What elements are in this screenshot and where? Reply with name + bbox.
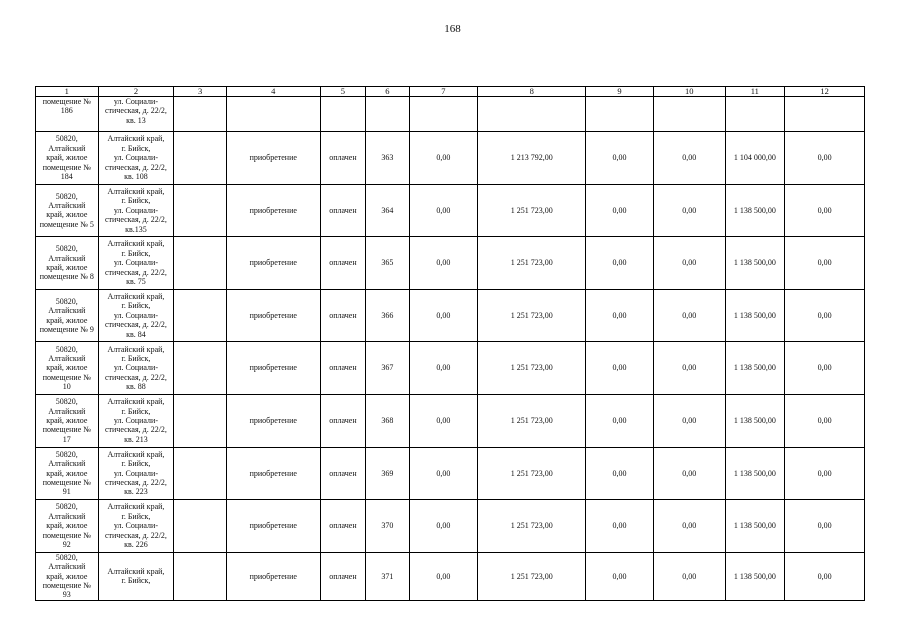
- status-cell: оплачен: [320, 500, 365, 553]
- header-cell: 2: [98, 87, 174, 97]
- column-3-cell: [174, 289, 227, 342]
- column-10-cell: 0,00: [653, 132, 725, 185]
- address-cell: Алтайский край, г. Бийск, ул. Социали- стическая, д. 22/2, кв. 213: [98, 394, 174, 447]
- column-12-cell: 0,00: [785, 447, 865, 500]
- status-cell: оплачен: [320, 184, 365, 237]
- column-10-cell: 0,00: [653, 394, 725, 447]
- table-row: [36, 132, 865, 185]
- record-number-cell: 364: [366, 184, 409, 237]
- header-cell: 9: [586, 87, 654, 97]
- column-9-cell: 0,00: [586, 394, 654, 447]
- object-cell: 50820, Алтайский край, жилое помещение № 93: [36, 552, 99, 600]
- record-number-cell: 366: [366, 289, 409, 342]
- column-11-cell: 1 138 500,00: [725, 289, 785, 342]
- amount-cell: 1 251 723,00: [478, 394, 586, 447]
- address-cell: Алтайский край, г. Бийск, ул. Социали- стическая, д. 22/2, кв. 223: [98, 447, 174, 500]
- header-cell: 8: [478, 87, 586, 97]
- column-7-cell: 0,00: [409, 394, 478, 447]
- header-cell: 3: [174, 87, 227, 97]
- column-10-cell: 0,00: [653, 289, 725, 342]
- empty-cell: [320, 97, 365, 132]
- empty-cell: [366, 97, 409, 132]
- empty-cell: [653, 97, 725, 132]
- column-12-cell: 0,00: [785, 500, 865, 553]
- header-cell: 1: [36, 87, 99, 97]
- table-row: [36, 184, 865, 237]
- column-7-cell: 0,00: [409, 289, 478, 342]
- object-cell: помещение № 186: [36, 97, 99, 132]
- continuation-row: [36, 97, 865, 132]
- header-cell: 10: [653, 87, 725, 97]
- amount-cell: 1 251 723,00: [478, 184, 586, 237]
- column-11-cell: 1 138 500,00: [725, 237, 785, 290]
- header-cell: 7: [409, 87, 478, 97]
- object-cell: 50820, Алтайский край, жилое помещение № 184: [36, 132, 99, 185]
- amount-cell: 1 251 723,00: [478, 552, 586, 600]
- status-cell: оплачен: [320, 552, 365, 600]
- empty-cell: [409, 97, 478, 132]
- address-cell: Алтайский край, г. Бийск, ул. Социали- стическая, д. 22/2, кв. 88: [98, 342, 174, 395]
- table-row: [36, 500, 865, 553]
- address-cell: Алтайский край, г. Бийск, ул. Социали- стическая, д. 22/2, кв. 226: [98, 500, 174, 553]
- column-3-cell: [174, 342, 227, 395]
- empty-cell: [785, 97, 865, 132]
- column-11-cell: 1 138 500,00: [725, 342, 785, 395]
- address-cell: Алтайский край, г. Бийск, ул. Социали- стическая, д. 22/2, кв. 75: [98, 237, 174, 290]
- object-cell: 50820, Алтайский край, жилое помещение № 10: [36, 342, 99, 395]
- column-9-cell: 0,00: [586, 500, 654, 553]
- address-cell: Алтайский край, г. Бийск, ул. Социали- стическая, д. 22/2, кв. 84: [98, 289, 174, 342]
- table-row: [36, 447, 865, 500]
- record-number-cell: 367: [366, 342, 409, 395]
- column-11-cell: 1 138 500,00: [725, 552, 785, 600]
- column-9-cell: 0,00: [586, 132, 654, 185]
- column-3-cell: [174, 184, 227, 237]
- object-cell: 50820, Алтайский край, жилое помещение № 17: [36, 394, 99, 447]
- object-cell: 50820, Алтайский край, жилое помещение № 5: [36, 184, 99, 237]
- column-12-cell: 0,00: [785, 184, 865, 237]
- basis-cell: приобретение: [226, 552, 320, 600]
- column-9-cell: 0,00: [586, 552, 654, 600]
- column-12-cell: 0,00: [785, 237, 865, 290]
- column-3-cell: [174, 552, 227, 600]
- empty-cell: [586, 97, 654, 132]
- record-number-cell: 365: [366, 237, 409, 290]
- column-7-cell: 0,00: [409, 552, 478, 600]
- record-number-cell: 363: [366, 132, 409, 185]
- column-11-cell: 1 138 500,00: [725, 394, 785, 447]
- column-3-cell: [174, 237, 227, 290]
- column-11-cell: 1 138 500,00: [725, 447, 785, 500]
- column-9-cell: 0,00: [586, 447, 654, 500]
- address-cell: ул. Социали- стическая, д. 22/2, кв. 13: [98, 97, 174, 132]
- column-9-cell: 0,00: [586, 342, 654, 395]
- column-12-cell: 0,00: [785, 552, 865, 600]
- column-12-cell: 0,00: [785, 394, 865, 447]
- status-cell: оплачен: [320, 289, 365, 342]
- record-number-cell: 368: [366, 394, 409, 447]
- column-10-cell: 0,00: [653, 447, 725, 500]
- amount-cell: 1 251 723,00: [478, 500, 586, 553]
- object-cell: 50820, Алтайский край, жилое помещение № 91: [36, 447, 99, 500]
- column-12-cell: 0,00: [785, 342, 865, 395]
- record-number-cell: 371: [366, 552, 409, 600]
- column-12-cell: 0,00: [785, 132, 865, 185]
- amount-cell: 1 251 723,00: [478, 342, 586, 395]
- header-cell: 4: [226, 87, 320, 97]
- status-cell: оплачен: [320, 237, 365, 290]
- basis-cell: приобретение: [226, 447, 320, 500]
- amount-cell: 1 251 723,00: [478, 237, 586, 290]
- header-cell: 5: [320, 87, 365, 97]
- header-cell: 11: [725, 87, 785, 97]
- column-11-cell: 1 138 500,00: [725, 184, 785, 237]
- column-3-cell: [174, 394, 227, 447]
- status-cell: оплачен: [320, 394, 365, 447]
- basis-cell: приобретение: [226, 184, 320, 237]
- header-row: [36, 87, 865, 97]
- amount-cell: 1 213 792,00: [478, 132, 586, 185]
- status-cell: оплачен: [320, 447, 365, 500]
- empty-cell: [174, 97, 227, 132]
- column-7-cell: 0,00: [409, 447, 478, 500]
- column-9-cell: 0,00: [586, 289, 654, 342]
- status-cell: оплачен: [320, 132, 365, 185]
- column-9-cell: 0,00: [586, 237, 654, 290]
- basis-cell: приобретение: [226, 394, 320, 447]
- basis-cell: приобретение: [226, 132, 320, 185]
- page-number: 168: [444, 23, 461, 35]
- column-10-cell: 0,00: [653, 342, 725, 395]
- object-cell: 50820, Алтайский край, жилое помещение № 9: [36, 289, 99, 342]
- column-7-cell: 0,00: [409, 237, 478, 290]
- basis-cell: приобретение: [226, 237, 320, 290]
- table-row: [36, 552, 865, 600]
- column-7-cell: 0,00: [409, 184, 478, 237]
- object-cell: 50820, Алтайский край, жилое помещение № 8: [36, 237, 99, 290]
- column-3-cell: [174, 500, 227, 553]
- registry-table: [35, 86, 865, 601]
- table-row: [36, 394, 865, 447]
- amount-cell: 1 251 723,00: [478, 289, 586, 342]
- table-row: [36, 237, 865, 290]
- table-row: [36, 289, 865, 342]
- column-11-cell: 1 138 500,00: [725, 500, 785, 553]
- empty-cell: [478, 97, 586, 132]
- column-7-cell: 0,00: [409, 132, 478, 185]
- basis-cell: приобретение: [226, 289, 320, 342]
- record-number-cell: 370: [366, 500, 409, 553]
- header-cell: 6: [366, 87, 409, 97]
- object-cell: 50820, Алтайский край, жилое помещение № 92: [36, 500, 99, 553]
- column-7-cell: 0,00: [409, 342, 478, 395]
- column-9-cell: 0,00: [586, 184, 654, 237]
- status-cell: оплачен: [320, 342, 365, 395]
- column-12-cell: 0,00: [785, 289, 865, 342]
- header-cell: 12: [785, 87, 865, 97]
- column-10-cell: 0,00: [653, 184, 725, 237]
- column-10-cell: 0,00: [653, 500, 725, 553]
- basis-cell: приобретение: [226, 342, 320, 395]
- empty-cell: [226, 97, 320, 132]
- basis-cell: приобретение: [226, 500, 320, 553]
- address-cell: Алтайский край, г. Бийск, ул. Социали- стическая, д. 22/2, кв. 108: [98, 132, 174, 185]
- column-11-cell: 1 104 000,00: [725, 132, 785, 185]
- table-row: [36, 342, 865, 395]
- column-3-cell: [174, 132, 227, 185]
- column-10-cell: 0,00: [653, 237, 725, 290]
- amount-cell: 1 251 723,00: [478, 447, 586, 500]
- address-cell: Алтайский край, г. Бийск, ул. Социали- стическая, д. 22/2, кв.135: [98, 184, 174, 237]
- address-cell: Алтайский край, г. Бийск,: [98, 552, 174, 600]
- column-3-cell: [174, 447, 227, 500]
- column-7-cell: 0,00: [409, 500, 478, 553]
- column-10-cell: 0,00: [653, 552, 725, 600]
- record-number-cell: 369: [366, 447, 409, 500]
- empty-cell: [725, 97, 785, 132]
